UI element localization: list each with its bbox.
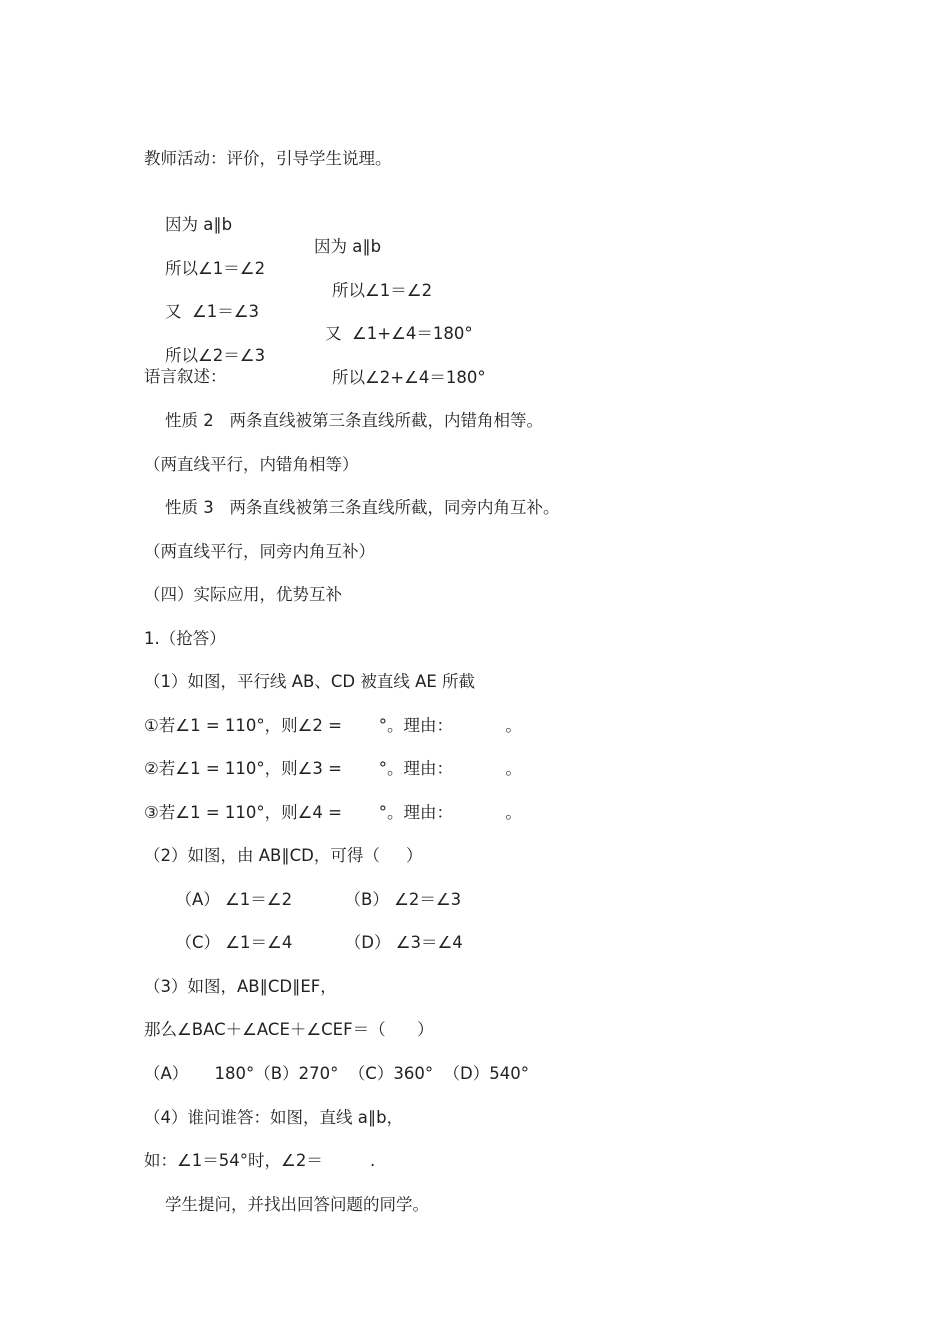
question-4-example: 如：∠1＝54°时，∠2＝ . <box>144 1151 376 1170</box>
proof-right-text: 又 ∠1+∠4＝180° <box>325 324 473 343</box>
property-2-text: 性质 2 两条直线被第三条直线所截，内错角相等。 <box>144 411 543 430</box>
teacher-activity-line: 教师活动：评价，引导学生说理。 <box>144 149 392 168</box>
question-1-item-3: ③若∠1 = 110°，则∠4 = °。理由： 。 <box>144 803 522 822</box>
proof-right-text: 因为 a∥b <box>314 237 382 256</box>
proof-right-text: 所以∠2+∠4＝180° <box>332 368 486 387</box>
student-activity-line: 学生提问，并找出回答问题的同学。 <box>144 1195 429 1214</box>
proof-left-text: 所以∠1＝∠2 <box>164 259 266 278</box>
question-1-item-2: ②若∠1 = 110°，则∠3 = °。理由： 。 <box>144 759 522 778</box>
proof-left-text: 又 ∠1＝∠3 <box>164 302 260 321</box>
question-3-expression: 那么∠BAC＋∠ACE＋∠CEF＝（ ） <box>144 1020 434 1039</box>
question-2-text: （2）如图，由 AB∥CD，可得（ ） <box>144 846 423 865</box>
exercise-1-heading: 1.（抢答） <box>144 629 226 648</box>
question-3-options: （A） 180°（B）270° （C）360° （D）540° <box>144 1064 530 1083</box>
section-4-heading: （四）实际应用，优势互补 <box>144 585 342 604</box>
question-4-text: （4）谁问谁答：如图，直线 a∥b， <box>144 1108 404 1127</box>
question-1-text: （1）如图，平行线 AB、CD 被直线 AE 所截 <box>144 672 476 691</box>
proof-row-1 <box>144 192 382 256</box>
language-statement-heading: 语言叙述： <box>144 367 227 386</box>
question-2-options-cd: （C） ∠1＝∠4 （D） ∠3＝∠4 <box>144 933 463 952</box>
proof-left-text: 所以∠2＝∠3 <box>164 346 266 365</box>
property-3-text: 性质 3 两条直线被第三条直线所截，同旁内角互补。 <box>144 498 560 517</box>
question-2-options-ab: （A） ∠1＝∠2 （B） ∠2＝∠3 <box>144 890 462 909</box>
question-1-item-1: ①若∠1 = 110°，则∠2 = °。理由： 。 <box>144 716 522 735</box>
proof-left-text: 因为 a∥b <box>164 215 233 234</box>
question-3-text: （3）如图，AB∥CD∥EF， <box>144 977 337 996</box>
property-2-summary: （两直线平行，内错角相等） <box>144 455 359 474</box>
property-3-summary: （两直线平行，同旁内角互补） <box>144 542 375 561</box>
proof-right-text: 所以∠1＝∠2 <box>332 281 433 300</box>
